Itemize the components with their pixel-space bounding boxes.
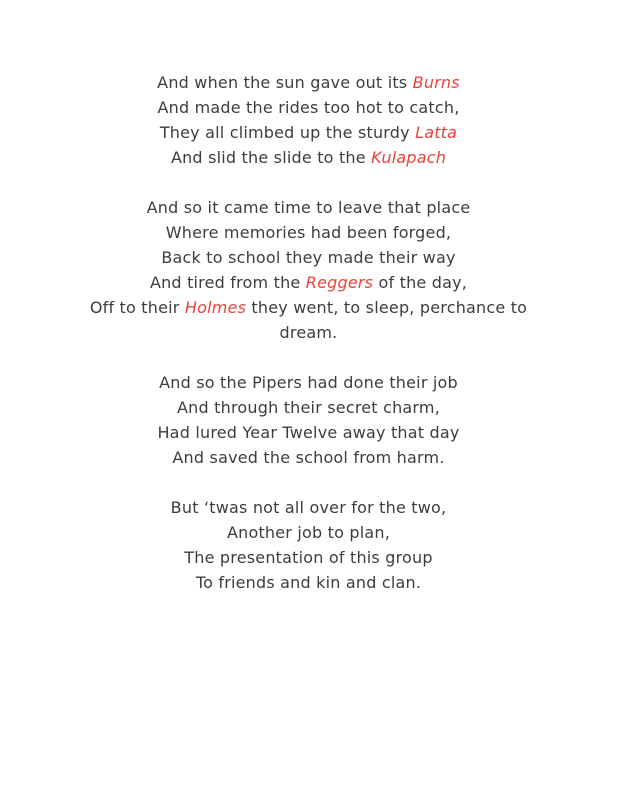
poem-text: Another job to plan, (226, 523, 391, 542)
poem-text: And tired from the (149, 273, 306, 292)
poem-stanza (29, 495, 589, 595)
poem-highlight-word: Reggers (305, 273, 374, 292)
poem-text: And so the Pipers had done their job (159, 373, 458, 392)
poem-line (29, 395, 589, 420)
poem-text: Off to their (89, 298, 185, 317)
poem-line (29, 145, 589, 170)
poem-text: Back to school they made their way (161, 248, 456, 267)
poem-text: of the day, (373, 273, 468, 292)
poem-line (29, 370, 589, 395)
poem-text: And when the sun gave out its (157, 73, 413, 92)
poem-highlight-word: Latta (415, 123, 458, 142)
poem-highlight-word: Kulapach (371, 148, 447, 167)
poem-text: And through their secret charm, (177, 398, 440, 417)
poem-text: They all climbed up the sturdy (159, 123, 416, 142)
poem-text: But ‘twas not all over for the two, (170, 498, 447, 517)
poem-text: To friends and kin and clan. (195, 573, 422, 592)
poem-line (29, 420, 589, 445)
poem-line (29, 520, 589, 545)
poem-stanza (29, 70, 589, 170)
poem-text: And made the rides too hot to catch, (157, 98, 460, 117)
poem-text: And saved the school from harm. (172, 448, 445, 467)
poem-text: Had lured Year Twelve away that day (157, 423, 460, 442)
poem-text: they went, to sleep, perchance to (246, 298, 528, 317)
poem-line (29, 120, 589, 145)
poem-line (29, 195, 589, 220)
poem-line (29, 295, 589, 320)
poem-highlight-word: Holmes (184, 298, 247, 317)
poem-line (29, 220, 589, 245)
poem-stanza (29, 370, 589, 470)
poem-text: Where memories had been forged, (165, 223, 452, 242)
poem-line (29, 320, 589, 345)
poem-line (29, 570, 589, 595)
poem-line (29, 445, 589, 470)
poem-highlight-word: Burns (412, 73, 460, 92)
poem-text: The presentation of this group (184, 548, 433, 567)
poem-text: And slid the slide to the (170, 148, 372, 167)
poem-line (29, 270, 589, 295)
poem-stanza (29, 195, 589, 345)
poem-text: dream. (279, 323, 338, 342)
poem-line (29, 495, 589, 520)
poem-line (29, 70, 589, 95)
poem-line (29, 545, 589, 570)
poem-text: And so it came time to leave that place (146, 198, 471, 217)
poem-line (29, 245, 589, 270)
poem-line (29, 95, 589, 120)
